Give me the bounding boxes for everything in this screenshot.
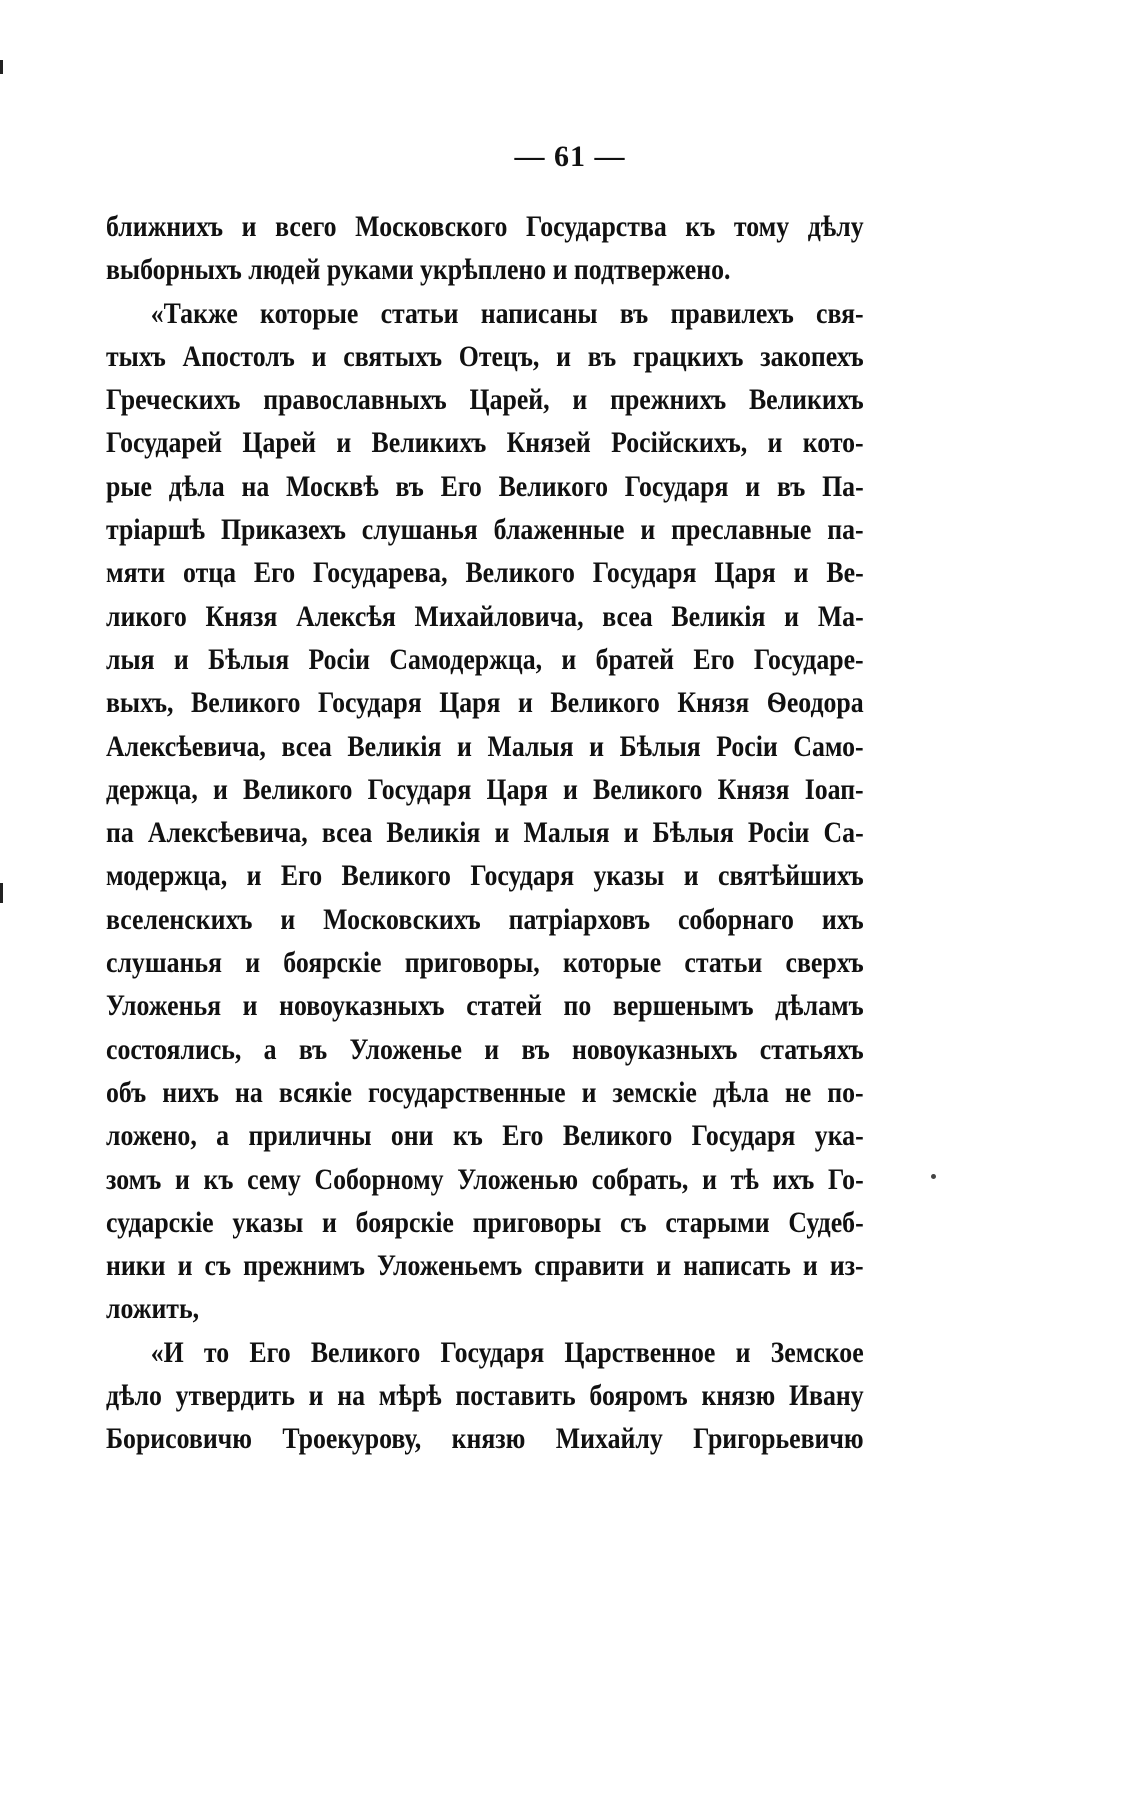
text-line: выборныхъ людей руками укрѣплено и подтвержено.	[106, 253, 731, 287]
page-number: — 61 —	[514, 140, 626, 173]
text-line: ложить,	[106, 1292, 200, 1326]
text-line: Алексѣевича, всеа Великія и Малыя и Бѣлыя Росіи Само-	[106, 729, 864, 763]
scan-edge-mark	[0, 60, 3, 74]
text-line: ближнихъ и всего Московского Государства къ тому дѣлу	[106, 210, 864, 243]
text-line: зомъ и къ сему Соборному Уложенью собрать, и тѣ ихъ Го-	[106, 1162, 864, 1196]
text-line: объ нихъ на всякіе государственные и земскіе дѣла не по-	[106, 1075, 864, 1109]
text-line: ложено, а приличны они къ Его Великого Государя ука-	[106, 1119, 864, 1153]
text-line: выхъ, Великого Государя Царя и Великого Князя Ѳеодора	[106, 686, 864, 720]
text-line: ники и съ прежнимъ Уложеньемъ справити и написать и из-	[106, 1249, 864, 1283]
text-line: Борисовичю Троекурову, князю Михайлу Григорьевичю	[106, 1422, 864, 1456]
scan-speck	[931, 1174, 936, 1179]
text-line: «Также которые статьи написаны въ правилехъ свя-	[150, 296, 864, 330]
text-line: слушанья и боярскіе приговоры, которые статьи сверхъ	[106, 946, 864, 980]
text-line: дѣло утвердить и на мѣрѣ поставить бояромъ князю Ивану	[106, 1379, 864, 1413]
text-line: Уложенья и новоуказныхъ статей по вершенымъ дѣламъ	[106, 989, 864, 1023]
text-line: Греческихъ православныхъ Царей, и прежнихъ Великихъ	[106, 383, 864, 417]
text-line: состоялись, а въ Уложенье и въ новоуказныхъ статьяхъ	[106, 1032, 864, 1066]
text-line: тріаршѣ Приказехъ слушанья блаженные и преславные па-	[106, 513, 864, 547]
scan-edge-mark	[0, 883, 3, 903]
text-line: па Алексѣевича, всеа Великія и Малыя и Бѣлыя Росіи Са-	[106, 816, 864, 850]
text-line: держца, и Великого Государя Царя и Великого Князя Іоап-	[106, 772, 864, 806]
text-line: тыхъ Апостолъ и святыхъ Отецъ, и въ грацкихъ закопехъ	[106, 339, 864, 373]
text-line: Государей Царей и Великихъ Князей Російскихъ, и кото-	[106, 426, 864, 460]
text-line: модержца, и Его Великого Государя указы и святѣйшихъ	[106, 859, 864, 893]
text-line: мяти отца Его Государева, Великого Государя Царя и Ве-	[106, 556, 864, 590]
text-line: сударскіе указы и боярскіе приговоры съ старыми Судеб-	[106, 1205, 864, 1239]
text-line: вселенскихъ и Московскихъ патріарховъ соборнаго ихъ	[106, 902, 864, 936]
text-line: лыя и Бѣлыя Росіи Самодержца, и братей Его Государе-	[106, 642, 864, 676]
text-line: ликого Князя Алексѣя Михайловича, всеа Великія и Ма-	[106, 599, 864, 633]
text-line: рые дѣла на Москвѣ въ Его Великого Государя и въ Па-	[106, 469, 864, 503]
body-text	[106, 205, 864, 1461]
text-line: «И то Его Великого Государя Царственное и Земское	[150, 1335, 864, 1369]
